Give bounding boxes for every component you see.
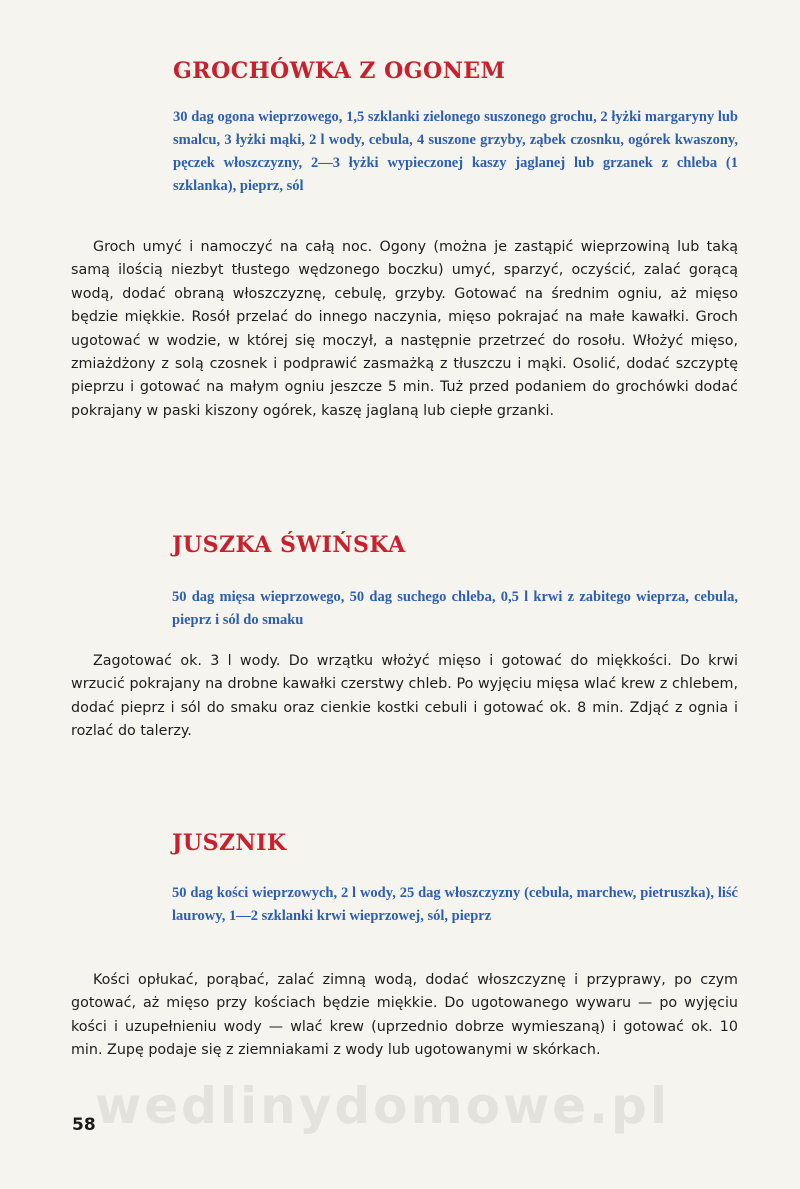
page-number: 58 — [72, 1115, 96, 1135]
ingredients-list: 30 dag ogona wieprzowego, 1,5 szklanki zielonego suszonego grochu, 2 łyżki margaryny lub smalcu, 3 łyżki mąki, 2 l wody, cebula, 4 suszone grzyby, ząbek czosnku, ogórek kwaszony, pęczek włoszczyzny, 2—3 łyżki wypieczonej kaszy jaglanej lub grzanek z chleba (1 szklanka), pieprz, sól — [173, 109, 738, 194]
recipe-instructions: Groch umyć i namoczyć na całą noc. Ogony (można je zastąpić wieprzowiną lub taką samą ilością niezbyt tłustego wędzonego boczku) umyć, sparzyć, oczyścić, zalać gorącą wodą, dodać obraną włoszczyznę, cebulę, grzyby. Gotować na średnim ogniu, aż mięso będzie miękkie. Rosół przelać do innego naczynia, mięso pokrajać na małe kawałki. Groch ugotować w wodzie, w której się moczył, a następnie przetrzeć do rosołu. Włożyć mięso, zmiażdżony z solą czosnek i podprawić zasmażką z tłuszczu i mąki. Osolić, dodać szczyptę pieprzu i gotować na małym ogniu jeszcze 5 min. Tuż przed podaniem do grochówki dodać pokrajany w paski kiszony ogórek, kaszę jaglaną lub ciepłe grzanki. — [71, 239, 738, 419]
recipe-title: GROCHÓWKA Z OGONEM — [173, 58, 506, 84]
ingredients-list: 50 dag kości wieprzowych, 2 l wody, 25 dag włoszczyzny (cebula, marchew, pietruszka), liść laurowy, 1—2 szklanki krwi wieprzowej, sól, pieprz — [172, 885, 738, 924]
recipe-instructions: Kości opłukać, porąbać, zalać zimną wodą, dodać włoszczyznę i przyprawy, po czym gotować, aż mięso przy kościach będzie miękkie. Do ugotowanego wywaru — po wyjęciu kości i uzupełnieniu wody — wlać krew (uprzednio dobrze wymieszaną) i gotować ok. 10 min. Zupę podaje się z ziemniakami z wody lub ugotowanymi w skórkach. — [71, 972, 738, 1059]
recipe-title: JUSZNIK — [172, 830, 287, 856]
recipe-title: JUSZKA ŚWIŃSKA — [172, 532, 406, 558]
watermark: wedlinydomowe.pl — [95, 1077, 670, 1135]
recipe-instructions: Zagotować ok. 3 l wody. Do wrzątku włożyć mięso i gotować do miękkości. Do krwi wrzucić pokrajany na drobne kawałki czerstwy chleb. Po wyjęciu mięsa wlać krew z chlebem, dodać pieprz i sól do smaku oraz cienkie kostki cebuli i gotować ok. 8 min. Zdjąć z ognia i rozlać do talerzy. — [71, 653, 738, 740]
ingredients-list: 50 dag mięsa wieprzowego, 50 dag suchego chleba, 0,5 l krwi z zabitego wieprza, cebula, pieprz i sól do smaku — [172, 589, 738, 628]
